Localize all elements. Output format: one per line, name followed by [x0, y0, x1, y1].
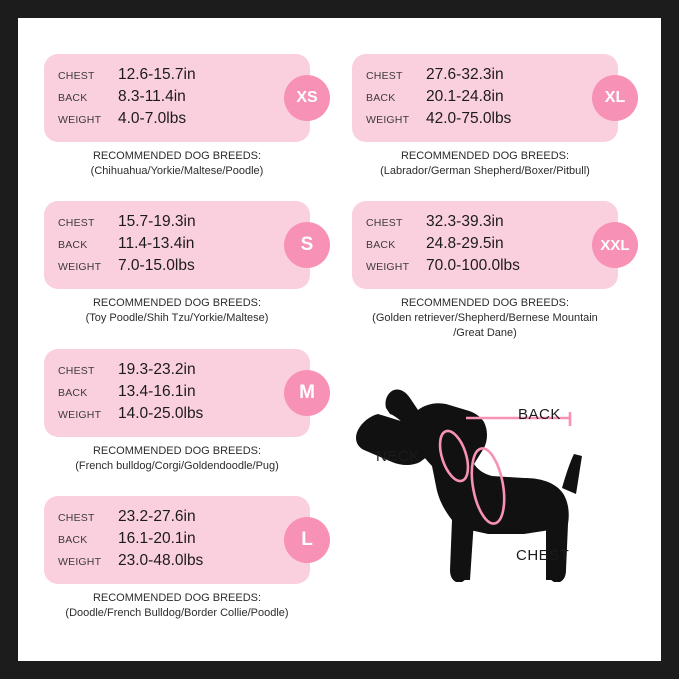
breeds-list-line-2: /Great Dane): [453, 327, 517, 339]
breeds-l: [32, 591, 322, 621]
row-chest: [58, 213, 278, 235]
size-badge-l: L: [284, 517, 330, 563]
label-back: BACK: [58, 387, 88, 399]
label-weight: WEIGHT: [366, 261, 410, 273]
label-back: BACK: [366, 239, 396, 251]
row-weight: [58, 405, 278, 427]
value-weight: 14.0-25.0lbs: [118, 405, 204, 422]
size-badge-m: M: [284, 370, 330, 416]
label-back: BACK: [366, 92, 396, 104]
breeds-xs: [32, 149, 322, 179]
row-back: [366, 235, 586, 257]
value-weight: 42.0-75.0lbs: [426, 110, 512, 127]
breeds-list-line-1: (Doodle/French Bulldog/Border Collie/Poodle): [65, 607, 289, 619]
row-weight: [58, 257, 278, 279]
value-back: 20.1-24.8in: [426, 88, 504, 105]
row-back: [58, 88, 278, 110]
label-weight: WEIGHT: [366, 114, 410, 126]
value-chest: 32.3-39.3in: [426, 213, 504, 230]
breeds-list-line-1: (Labrador/German Shepherd/Boxer/Pitbull): [380, 165, 590, 177]
measurement-card-xxl: [352, 201, 630, 289]
row-back: [58, 530, 278, 552]
value-weight: 70.0-100.0lbs: [426, 257, 520, 274]
size-badge-xl: XL: [592, 75, 638, 121]
value-weight: 7.0-15.0lbs: [118, 257, 195, 274]
measurement-card-l: [44, 496, 313, 584]
label-chest-diagram: CHEST: [516, 547, 570, 564]
breeds-xxl: [340, 296, 630, 341]
breeds-list-line-1: (French bulldog/Corgi/Goldendoodle/Pug): [75, 460, 279, 472]
breeds-title: RECOMMENDED DOG BREEDS:: [92, 150, 262, 162]
size-chart-page: [18, 18, 661, 661]
size-badge-xxl: XXL: [592, 222, 638, 268]
label-chest: CHEST: [58, 365, 95, 377]
value-chest: 23.2-27.6in: [118, 508, 196, 525]
label-back: BACK: [58, 534, 88, 546]
size-block-l: [44, 496, 334, 621]
measurement-card-xl: [352, 54, 626, 142]
breeds-m: [32, 444, 322, 474]
breeds-title: RECOMMENDED DOG BREEDS:: [92, 445, 262, 457]
dog-silhouette-icon: [348, 370, 648, 630]
row-weight: [366, 257, 586, 279]
breeds-list-line-1: (Golden retriever/Shepherd/Bernese Mountain: [372, 312, 598, 324]
label-chest: CHEST: [366, 70, 403, 82]
label-back-diagram: BACK: [518, 406, 561, 423]
row-chest: [58, 66, 278, 88]
value-chest: 12.6-15.7in: [118, 66, 196, 83]
row-weight: [58, 110, 278, 132]
value-chest: 19.3-23.2in: [118, 361, 196, 378]
breeds-list-line-1: (Chihuahua/Yorkie/Maltese/Poodle): [90, 165, 264, 177]
value-weight: 23.0-48.0lbs: [118, 552, 204, 569]
size-badge-xs: XS: [284, 75, 330, 121]
breeds-xl: [340, 149, 630, 179]
label-weight: WEIGHT: [58, 556, 102, 568]
value-back: 13.4-16.1in: [118, 383, 196, 400]
measurement-card-s: [44, 201, 314, 289]
size-block-s: [44, 201, 334, 326]
label-chest: CHEST: [58, 512, 95, 524]
value-back: 8.3-11.4in: [118, 88, 186, 105]
row-back: [58, 235, 278, 257]
row-chest: [58, 361, 278, 383]
value-chest: 27.6-32.3in: [426, 66, 504, 83]
row-chest: [366, 66, 586, 88]
row-chest: [58, 508, 278, 530]
size-block-m: [44, 349, 334, 474]
row-weight: [366, 110, 586, 132]
row-weight: [58, 552, 278, 574]
breeds-list-line-1: (Toy Poodle/Shih Tzu/Yorkie/Maltese): [85, 312, 269, 324]
label-neck-diagram: NECK: [376, 448, 420, 465]
measurement-card-m: [44, 349, 315, 437]
breeds-s: [32, 296, 322, 326]
dog-measurement-diagram: [348, 370, 648, 630]
value-back: 24.8-29.5in: [426, 235, 504, 252]
measurement-card-xs: [44, 54, 318, 142]
breeds-title: RECOMMENDED DOG BREEDS:: [400, 150, 570, 162]
label-back: BACK: [58, 239, 88, 251]
label-chest: CHEST: [366, 217, 403, 229]
label-chest: CHEST: [58, 217, 95, 229]
row-back: [366, 88, 586, 110]
size-block-xxl: [352, 201, 642, 341]
breeds-title: RECOMMENDED DOG BREEDS:: [92, 297, 262, 309]
breeds-title: RECOMMENDED DOG BREEDS:: [92, 592, 262, 604]
row-back: [58, 383, 278, 405]
value-weight: 4.0-7.0lbs: [118, 110, 187, 127]
value-back: 11.4-13.4in: [118, 235, 195, 252]
value-chest: 15.7-19.3in: [118, 213, 196, 230]
row-chest: [366, 213, 586, 235]
value-back: 16.1-20.1in: [118, 530, 196, 547]
breeds-title: RECOMMENDED DOG BREEDS:: [400, 297, 570, 309]
size-block-xs: [44, 54, 334, 179]
size-badge-s: S: [284, 222, 330, 268]
size-block-xl: [352, 54, 642, 179]
label-weight: WEIGHT: [58, 114, 102, 126]
label-weight: WEIGHT: [58, 261, 102, 273]
label-chest: CHEST: [58, 70, 95, 82]
label-back: BACK: [58, 92, 88, 104]
label-weight: WEIGHT: [58, 409, 102, 421]
